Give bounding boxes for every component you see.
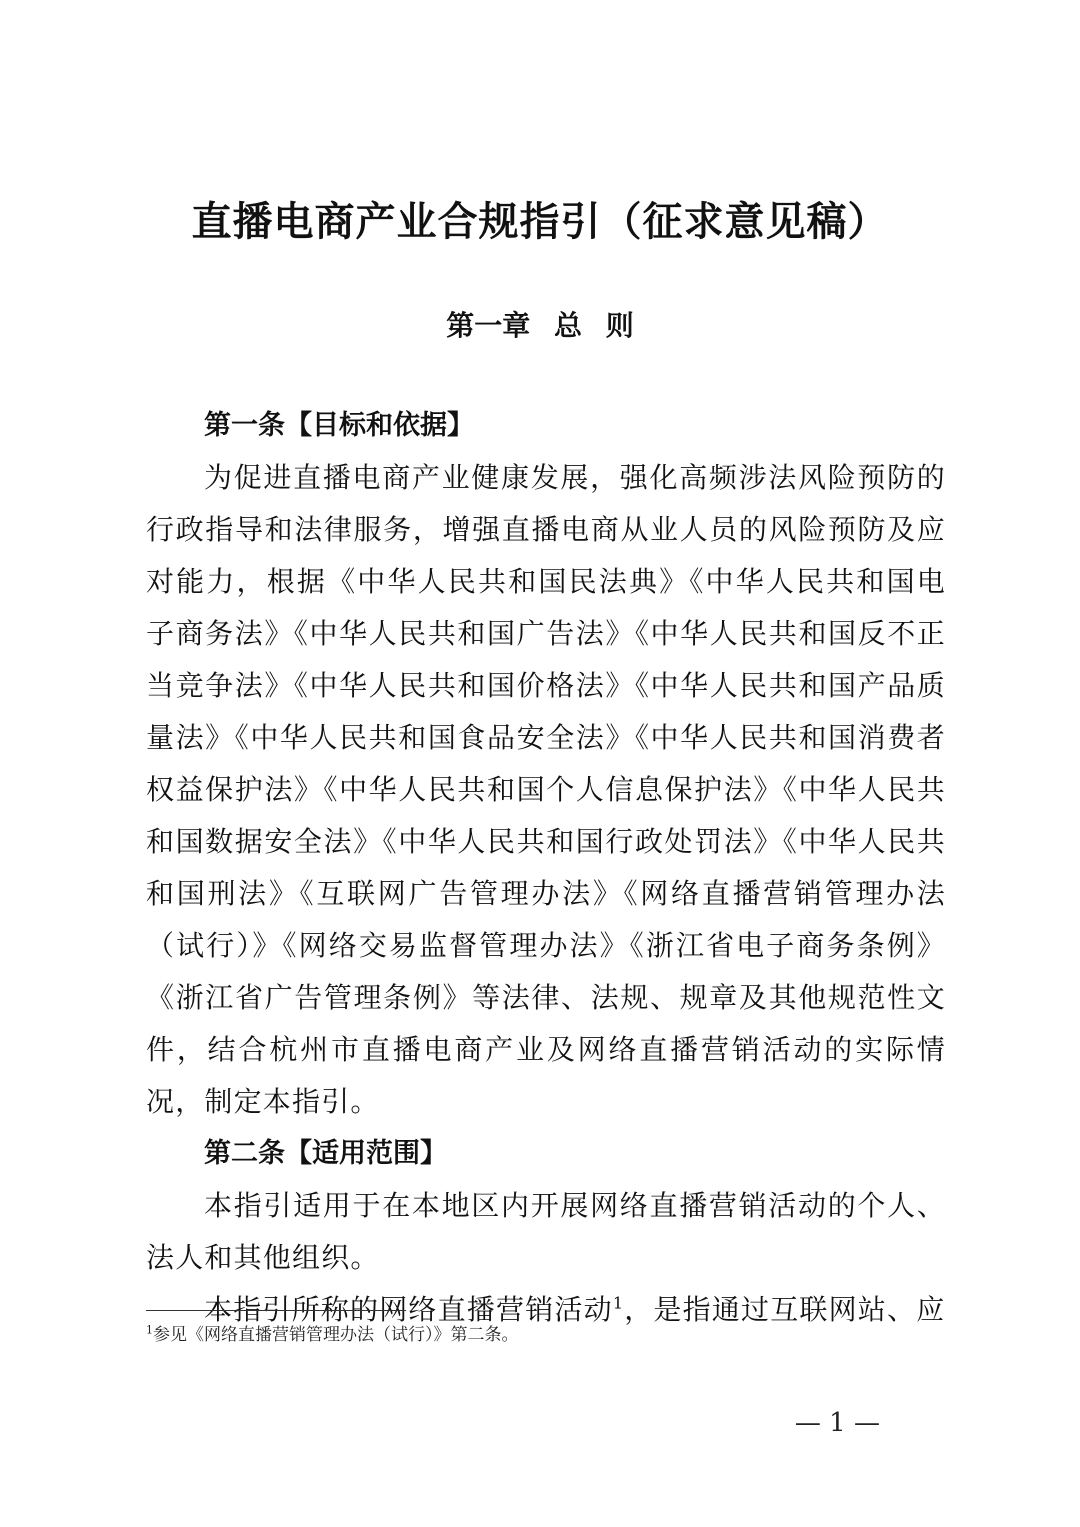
chapter-title: 第一章 总 则 — [446, 309, 634, 342]
footnote-marker: 1 — [146, 1323, 153, 1337]
footnote-reference[interactable]: 1 — [612, 1293, 625, 1313]
footnote-divider — [146, 1310, 406, 1311]
article-2-paragraph-2-text: 本指引所称的网络直播营销活动 — [204, 1293, 613, 1326]
document-body — [146, 400, 946, 1336]
article-2-paragraph-1: 本指引适用于在本地区内开展网络直播营销活动的个人、法人和其他组织。 — [146, 1189, 946, 1274]
footnote-text: 参见《网络直播营销管理办法（试行）》第二条。 — [153, 1325, 519, 1345]
document-title: 直播电商产业合规指引（征求意见稿） — [191, 199, 889, 245]
article-2-paragraph-2-text-cont: ，是指通过互联网站、应 — [624, 1293, 946, 1326]
article-1-paragraph: 为促进直播电商产业健康发展，强化高频涉法风险预防的行政指导和法律服务，增强直播电商从业人员的风险预防及应对能力，根据《中华人民共和国民法典》《中华人民共和国电子商务法》《中华人民共和国广告法》《中华人民共和国反不正当竞争法》《中华人民共和国价格法》《中华人民共和国产品质量法》《中华人民共和国食品安全法》《中华人民共和国消费者权益保护法》《中华人民共和国个人信息保护法》《中华人民共和国数据安全法》《中华人民共和国行政处罚法》《中华人民共和国刑法》《互联网广告管理办法》《网络直播营销管理办法（试行）》《网络交易监督管理办法》《浙江省电子商务条例》《浙江省广告管理条例》等法律、法规、规章及其他规范性文件，结合杭州市直播电商产业及网络直播营销活动的实际情况，制定本指引。 — [146, 461, 946, 1118]
footnote — [146, 1322, 519, 1348]
article-1-heading: 第一条【目标和依据】 — [204, 410, 474, 441]
article-2-heading: 第二条【适用范围】 — [204, 1138, 447, 1169]
page-number: — 1 — — [794, 1408, 880, 1438]
